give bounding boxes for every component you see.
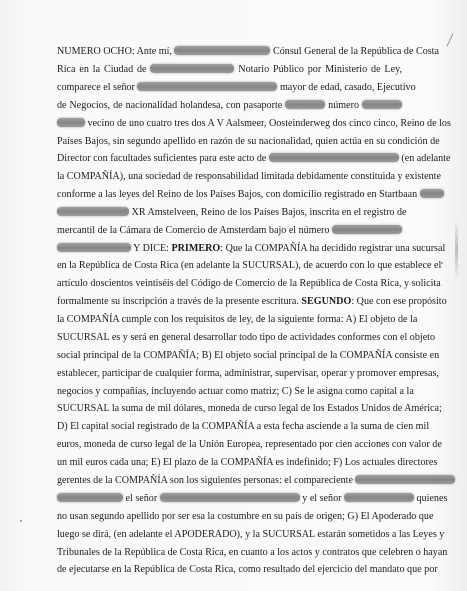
text-segment: la COMPAÑÍA), una sociedad de responsabilidad limitada debidamente constituida y existente [57,171,441,182]
document-line [57,100,402,112]
redaction-bar [160,493,300,502]
document-line [57,296,447,308]
document-line [57,332,436,344]
document-line [57,529,445,541]
text-segment: SUCURSAL la suma de mil dólares, moneda de curso legal de los Estados Unidos de América; [57,403,442,414]
text-segment: quienes [414,493,448,504]
redaction-bar [57,118,85,127]
text-segment: SUCURSAL es y será en general desarrollar todo tipo de actividades conformes con el objeto [57,332,436,343]
document-line [57,475,402,487]
text-segment: el señor [123,493,160,504]
text-segment: Rica en la Ciudad de [57,64,151,75]
text-segment: negocios y compañías, incluyendo actuar como matriz; C) Se le asigna como capital a la [57,386,414,397]
text-segment: de ejecutarse en la República de Costa Rica, como resultado del ejercicio del mandato que por [57,564,438,575]
document-line [57,260,442,272]
document-line [57,225,402,237]
document-line [57,189,420,201]
text-segment: establecer, participar de cualquier forma, administrar, supervisar, operar y promover empresas, [57,368,439,379]
redaction-bar [137,82,277,91]
redaction-bar [420,189,444,198]
document-line [57,153,451,165]
document-line [57,46,439,58]
redaction-bar [150,64,234,73]
document-line [57,171,441,183]
text-segment: conforme a las leyes del Reino de los Países Bajos, con domicilio registrado en Startbaan [57,189,420,200]
document-line [57,386,414,398]
document-line [57,207,407,219]
document-line [57,278,441,290]
document-line [57,547,448,559]
redaction-bar [344,493,414,502]
redaction-bar [362,100,402,109]
text-segment: Países Bajos, sin segundo apellido en razón de su nacionalidad, quien actúa en su condición de [57,136,440,147]
document-line [57,136,440,148]
text-segment: de Negocios, de nacionalidad holandesa, con pasaporte [57,100,286,111]
document-line [57,403,442,415]
document-line [57,421,430,433]
text-segment: mayor de edad, casado, Ejecutivo [277,82,416,93]
text-segment: vecino de uno cuatro tres dos A V Aalsmeer, Oosteinderweg dos cinco cinco, Reino de los [85,118,451,129]
text-segment: número [325,100,362,111]
text-segment: : Que con ese propósito [351,296,447,307]
document-line [57,564,438,576]
redaction-bar [57,493,123,502]
document-line [57,118,451,130]
text-segment: D) El capital social registrado de la COMPAÑÍA a esta fecha asciende a la suma de cien mil [57,421,430,432]
text-segment: (en adelante [398,153,451,164]
text-segment: Director con facultades suficientes para este acto de [57,153,269,164]
redaction-bar [332,225,402,234]
redaction-bar [269,153,399,162]
text-segment: artículo doscientos veintiséis del Código de Comercio de la República de Costa Rica, y solicita [57,278,441,289]
document-line [57,64,402,76]
text-segment: la COMPAÑÍA cumple con los requisitos de ley, de la siguiente forma: A) El objeto de la [57,314,418,325]
document-line [57,493,448,505]
text-segment: formalmente su inscripción a través de la presente escritura. [57,296,302,307]
text-segment: NUMERO OCHO: Ante mí, [57,46,175,57]
text-segment: Y DICE: [131,243,172,254]
section-heading: SEGUNDO [301,296,352,307]
text-segment: luego se dirá, (en adelante el APODERADO), y la SUCURSAL estarán sometidos a las Leyes y [57,529,445,540]
text-segment: euros, moneda de curso legal de la Unión Europea, representado por cien acciones con valor de [57,439,442,450]
redaction-bar [57,243,131,252]
text-segment: gerentes de la COMPAÑÍA son los siguientes personas: el compareciente [57,475,356,486]
text-segment: no usan segundo apellido por ser esa la costumbre en su país de origen; G) El Apoderado que [57,511,434,522]
document-line [57,314,418,326]
redaction-bar [285,100,325,109]
document-line [57,82,416,94]
document-line [57,511,434,523]
text-segment: Cónsul General de la República de Costa [270,46,439,57]
redaction-bar [57,207,129,216]
text-segment: : Que la COMPAÑÍA ha decidido registrar una sucursal [220,243,446,254]
redaction-bar [174,46,270,55]
text-segment: comparece el señor [57,82,138,93]
text-segment: y el señor [299,493,345,504]
text-segment: un mil euros cada una; E) El plazo de la COMPAÑÍA es indefinido; F) Los actuales directores [57,457,438,468]
redaction-bar [355,475,455,484]
document-line [57,457,438,469]
text-segment: mercantil de la Cámara de Comercio de Amsterdam bajo el número [57,225,332,236]
text-segment: Notario Público por Ministerio de Ley, [234,64,402,75]
document-line [57,243,446,255]
text-segment: XR Amstelveen, Reino de los Países Bajos, inscrita en el registro de [129,207,407,218]
document-line [57,350,440,362]
text-segment: en la República de Costa Rica (en adelante la SUCURSAL), de acuerdo con lo que establece el [57,260,442,271]
text-segment: social principal de la COMPAÑÍA; B) El objeto social principal de la COMPAÑÍA consiste en [57,350,440,361]
document-line [57,439,442,451]
text-segment: Tribunales de la República de Costa Rica, en cuanto a los actos y contratos que celebren o hayan [57,547,448,558]
document-line [57,368,439,380]
section-heading: PRIMERO [171,243,221,254]
